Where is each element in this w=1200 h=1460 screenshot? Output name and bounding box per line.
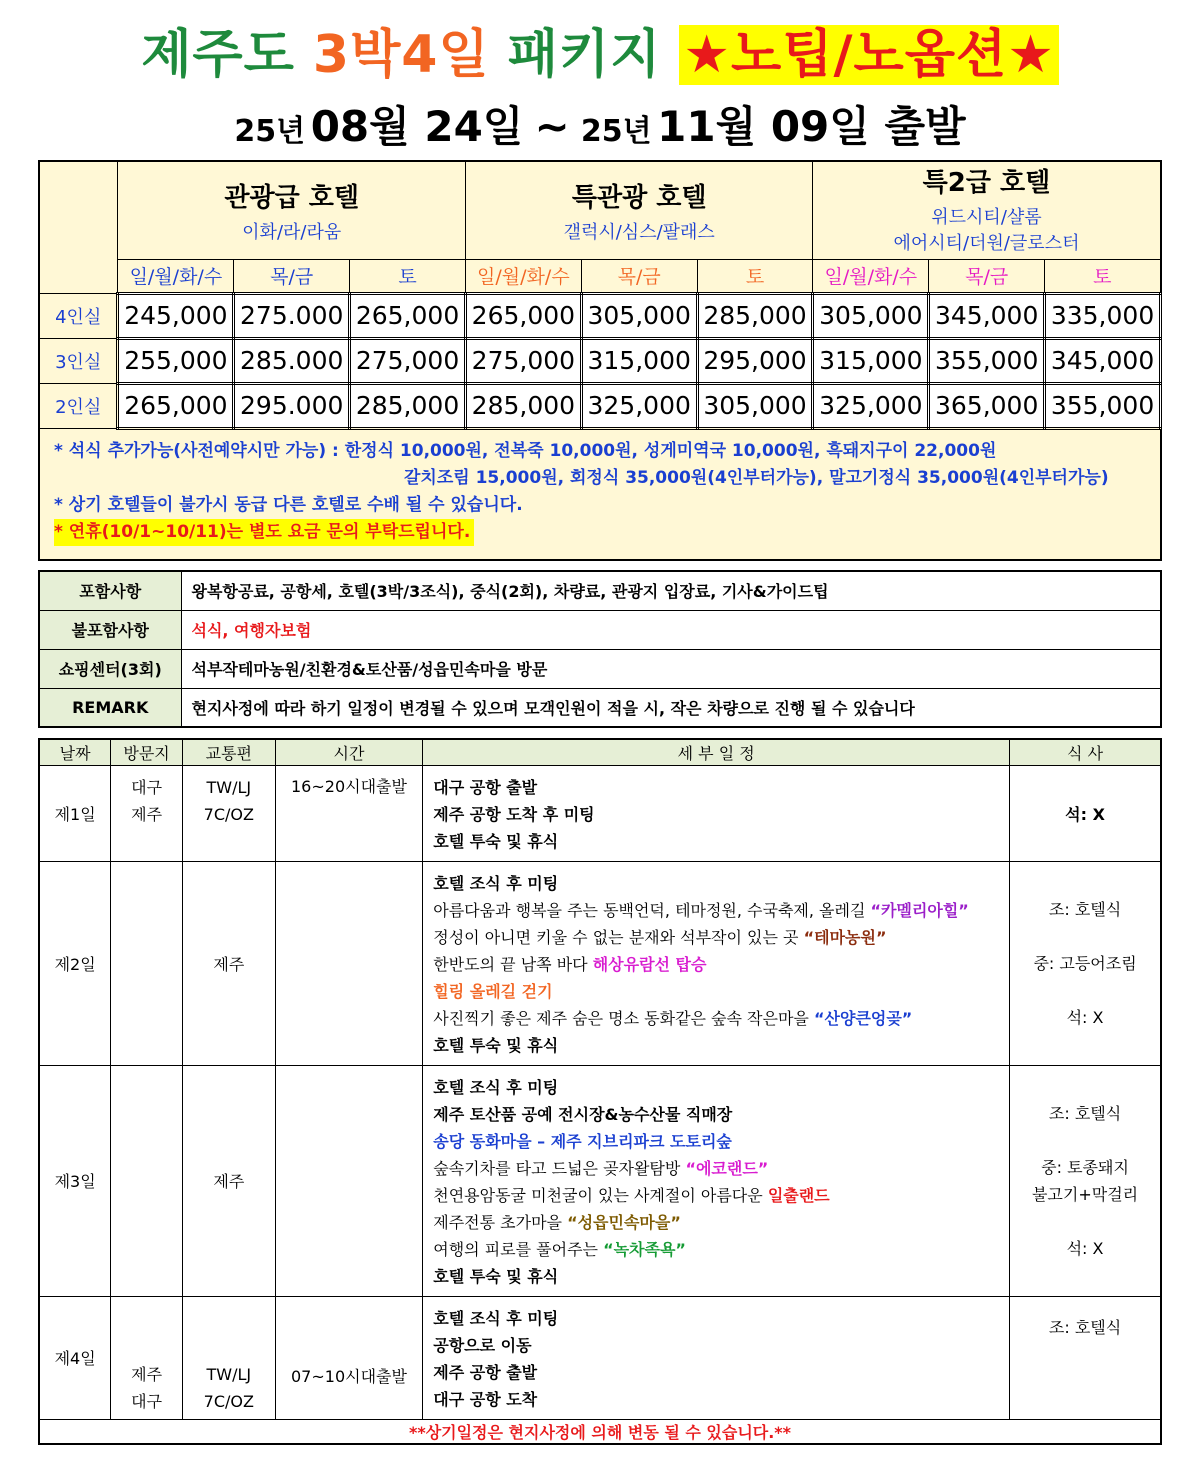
hotel-group-special2: 특2급 호텔 위드시티/샬롬 에어시티/더원/글로스터 <box>813 161 1161 259</box>
table-corner <box>39 161 118 293</box>
details-cell: 대구 공항 출발 제주 공항 도착 후 미팅 호텔 투숙 및 휴식 <box>423 765 1010 861</box>
schedule-row-day1 <box>39 765 1161 861</box>
info-value: 석식, 여행자보험 <box>181 610 1161 649</box>
transport-cell: TW/LJ 7C/OZ <box>182 1296 275 1419</box>
day-header: 목/금 <box>234 259 350 293</box>
note-dinner: * 석식 추가가능(사전예약시만 가능) : 한정식 10,000원, 전복죽 10,000원, 성게미역국 10,000원, 흑돼지구이 22,000원 <box>54 440 997 461</box>
day-header: 일/월/화/수 <box>465 259 581 293</box>
hotel-group-tourist: 관광급 호텔 이화/라/라움 <box>118 161 465 259</box>
price-cell: 275,000 <box>350 338 466 383</box>
schedule-row-day4 <box>39 1296 1161 1419</box>
col-header-details: 세 부 일 정 <box>423 739 1010 765</box>
room-label: 3인실 <box>39 338 118 383</box>
place-cell: 대구 제주 <box>111 765 183 861</box>
day-label: 제2일 <box>39 861 111 1065</box>
price-cell: 305,000 <box>581 293 697 338</box>
schedule-footer-note: **상기일정은 현지사정에 의해 변동 될 수 있습니다.** <box>39 1419 1161 1444</box>
page-title <box>0 12 1200 87</box>
details-cell: 호텔 조식 후 미팅 공항으로 이동 제주 공항 출발 대구 공항 도착 <box>423 1296 1010 1419</box>
price-cell: 335,000 <box>1045 293 1161 338</box>
price-cell: 325,000 <box>581 383 697 428</box>
price-cell: 285,000 <box>697 293 813 338</box>
title-package: 패키지 <box>507 25 662 85</box>
price-cell: 295,000 <box>697 338 813 383</box>
start-year: 25년 <box>234 114 306 149</box>
price-cell: 345,000 <box>929 293 1045 338</box>
meal-cell: 조: 호텔식 <box>1010 1296 1161 1419</box>
schedule-row-day2 <box>39 861 1161 1065</box>
time-cell <box>275 861 423 1065</box>
price-cell: 355,000 <box>929 338 1045 383</box>
note-holiday: * 연휴(10/1~10/11)는 별도 요금 문의 부탁드립니다. <box>54 519 474 546</box>
price-cell: 285,000 <box>465 383 581 428</box>
day-label: 제4일 <box>39 1296 111 1419</box>
info-row-included <box>39 571 1161 610</box>
title-duration: 3박4일 <box>312 25 490 85</box>
price-cell: 315,000 <box>813 338 929 383</box>
schedule-row-day3 <box>39 1065 1161 1296</box>
place-cell: 제주 대구 <box>111 1296 183 1419</box>
price-cell: 355,000 <box>1045 383 1161 428</box>
transport-cell: 제주 <box>182 1065 275 1296</box>
col-header-time: 시간 <box>275 739 423 765</box>
time-cell: 16~20시대출발 <box>275 765 423 861</box>
room-label: 4인실 <box>39 293 118 338</box>
details-cell: 호텔 조식 후 미팅 아름다움과 행복을 주는 동백언덕, 테마정원, 수국축제, 올레길 “카멜리아힐” 정성이 아니면 키울 수 없는 분재와 석부작이 있는 곳 “테마농원” 한반도의 끝 남쪽 바다 해상유람선 탑승 힐링 올레길 걷기 사진찍기 좋은 제주 숨은 명소 동화같은 숲속 작은마을 “산양큰엉곶” 호텔 투숙 및 휴식 <box>423 861 1010 1065</box>
info-row-shopping <box>39 649 1161 688</box>
price-cell: 255,000 <box>118 338 234 383</box>
info-label: 쇼핑센터(3회) <box>39 649 181 688</box>
day-header: 일/월/화/수 <box>118 259 234 293</box>
info-label: 불포함사항 <box>39 610 181 649</box>
info-table <box>38 570 1162 728</box>
end-year: 25년 <box>580 114 652 149</box>
price-notes <box>39 428 1161 560</box>
meal-cell: 석: X <box>1010 765 1161 861</box>
price-table <box>38 160 1162 561</box>
time-cell: 07~10시대출발 <box>275 1296 423 1419</box>
price-cell: 325,000 <box>813 383 929 428</box>
room-label: 2인실 <box>39 383 118 428</box>
place-cell <box>111 861 183 1065</box>
price-cell: 275.000 <box>234 293 350 338</box>
departure-period <box>0 94 1200 154</box>
price-cell: 245,000 <box>118 293 234 338</box>
price-cell: 365,000 <box>929 383 1045 428</box>
start-date: 08월 24일 <box>310 102 524 151</box>
tilde: ~ <box>534 102 570 151</box>
time-cell <box>275 1065 423 1296</box>
col-header-meal: 식 사 <box>1010 739 1161 765</box>
day-header: 토 <box>697 259 813 293</box>
day-header: 토 <box>1045 259 1161 293</box>
hotel-group-special-tourist: 특관광 호텔 갤럭시/심스/팔래스 <box>465 161 812 259</box>
note-dinner-cont: 갈치조림 15,000원, 회정식 35,000원(4인부터가능), 말고기정식 35,000원(4인부터가능) <box>404 467 1109 488</box>
price-cell: 285,000 <box>350 383 466 428</box>
price-row-4 <box>39 293 1161 338</box>
price-cell: 295.000 <box>234 383 350 428</box>
day-header: 목/금 <box>929 259 1045 293</box>
meal-cell: 조: 호텔식 중: 토종돼지 불고기+막걸리 석: X <box>1010 1065 1161 1296</box>
info-value: 왕복항공료, 공항세, 호텔(3박/3조식), 중식(2회), 차량료, 관광지 입장료, 기사&가이드팁 <box>181 571 1161 610</box>
day-header: 목/금 <box>581 259 697 293</box>
title-badge: ★노팁/노옵션★ <box>679 25 1058 85</box>
price-cell: 265,000 <box>118 383 234 428</box>
price-cell: 275,000 <box>465 338 581 383</box>
meal-cell: 조: 호텔식 중: 고등어조림 석: X <box>1010 861 1161 1065</box>
price-cell: 265,000 <box>465 293 581 338</box>
title-destination: 제주도 <box>141 25 295 85</box>
note-hotel-substitute: * 상기 호텔들이 불가시 동급 다른 호텔로 수배 될 수 있습니다. <box>54 494 523 515</box>
col-header-place: 방문지 <box>111 739 183 765</box>
price-row-3 <box>39 338 1161 383</box>
price-cell: 345,000 <box>1045 338 1161 383</box>
price-cell: 285.000 <box>234 338 350 383</box>
info-label: 포함사항 <box>39 571 181 610</box>
col-header-date: 날짜 <box>39 739 111 765</box>
price-cell: 315,000 <box>581 338 697 383</box>
info-row-excluded <box>39 610 1161 649</box>
details-cell: 호텔 조식 후 미팅 제주 토산품 공예 전시장&농수산물 직매장 송당 동화마을 – 제주 지브리파크 도토리숲 숲속기차를 타고 드넓은 곶자왈탐방 “에코랜드” 천연용암동굴 미천굴이 있는 사계절이 아름다운 일출랜드 제주전통 초가마을 “성읍민속마을” 여행의 피로를 풀어주는 “녹차족욕” 호텔 투숙 및 휴식 <box>423 1065 1010 1296</box>
info-value: 석부작테마농원/친환경&토산품/성읍민속마을 방문 <box>181 649 1161 688</box>
price-row-2 <box>39 383 1161 428</box>
col-header-transport: 교통편 <box>182 739 275 765</box>
day-header: 일/월/화/수 <box>813 259 929 293</box>
day-header: 토 <box>350 259 466 293</box>
day-label: 제1일 <box>39 765 111 861</box>
price-cell: 305,000 <box>813 293 929 338</box>
transport-cell: TW/LJ 7C/OZ <box>182 765 275 861</box>
price-cell: 305,000 <box>697 383 813 428</box>
day-label: 제3일 <box>39 1065 111 1296</box>
price-cell: 265,000 <box>350 293 466 338</box>
transport-cell: 제주 <box>182 861 275 1065</box>
end-date: 11월 09일 출발 <box>657 102 966 151</box>
info-row-remark <box>39 688 1161 727</box>
info-label: REMARK <box>39 688 181 727</box>
place-cell <box>111 1065 183 1296</box>
schedule-table <box>38 738 1162 1445</box>
info-value: 현지사정에 따라 하기 일정이 변경될 수 있으며 모객인원이 적을 시, 작은 차량으로 진행 될 수 있습니다 <box>181 688 1161 727</box>
